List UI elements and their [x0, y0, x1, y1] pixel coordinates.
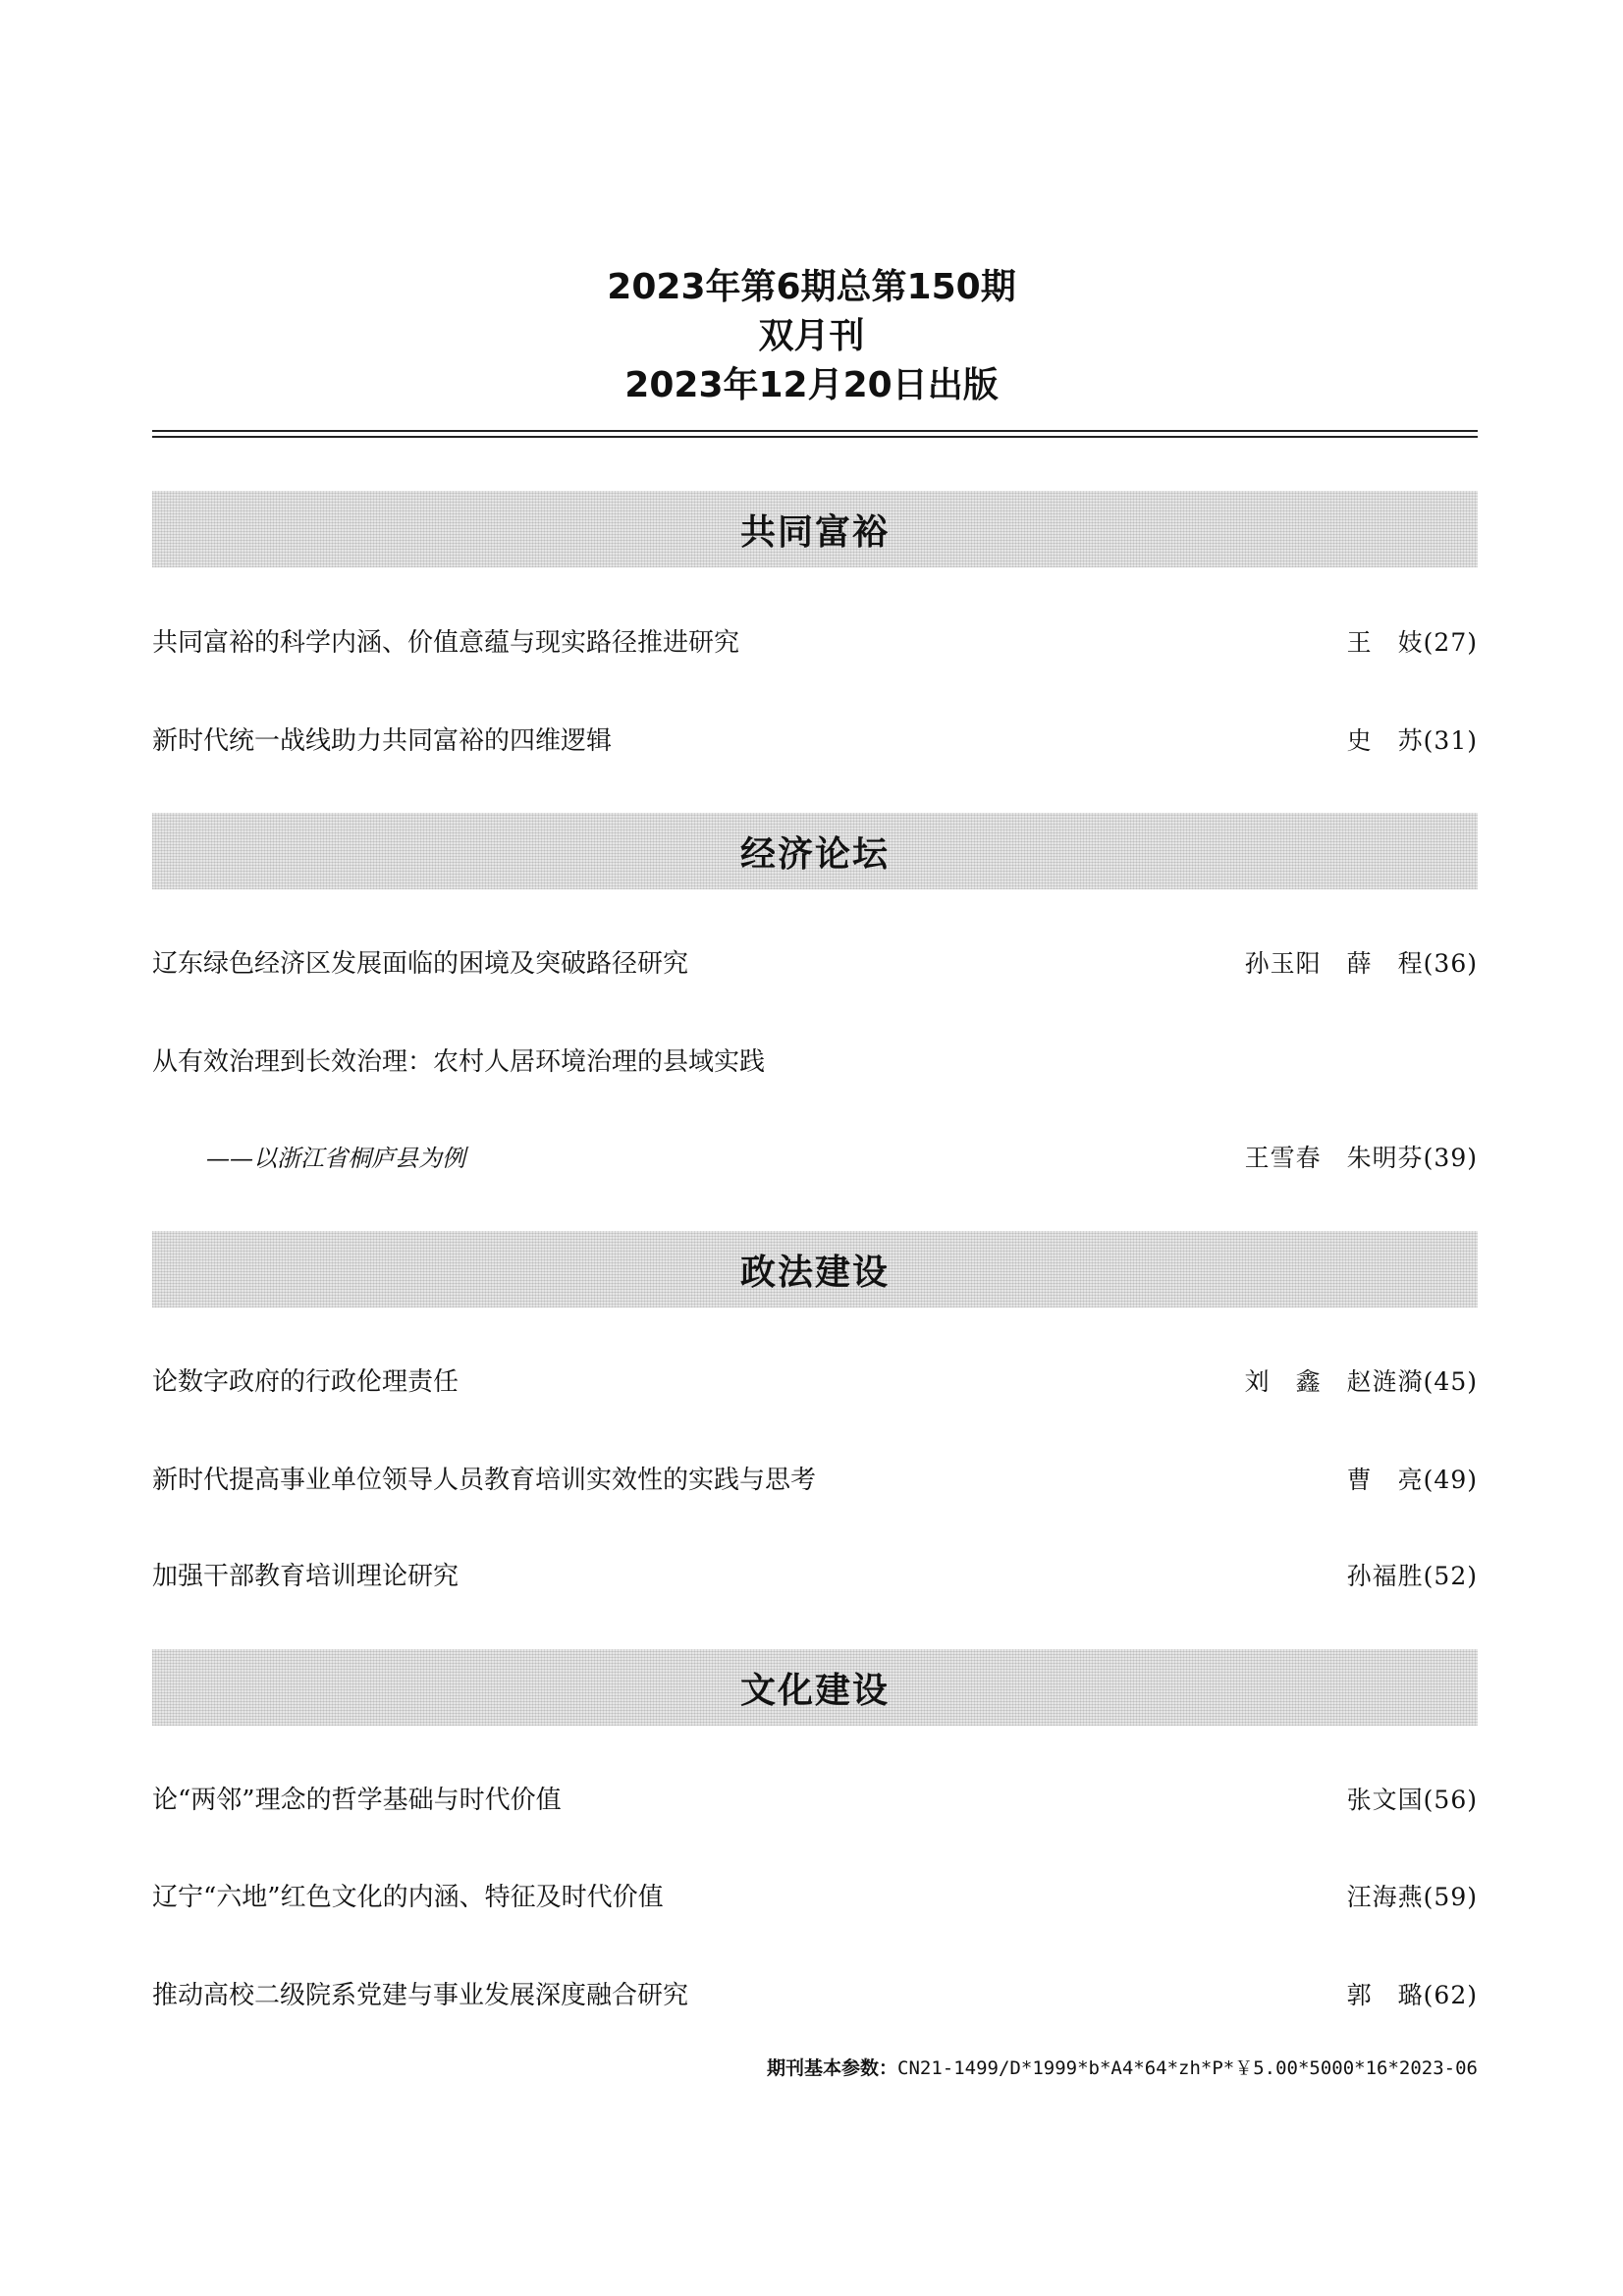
article-author-page: 王雪春 朱明芬(39): [1244, 1144, 1478, 1172]
article-author-page: 曹 亮(49): [1346, 1466, 1478, 1494]
article-title[interactable]: 新时代统一战线助力共同富裕的四维逻辑: [152, 726, 613, 756]
article-title[interactable]: 加强干部教育培训理论研究: [152, 1562, 460, 1591]
article-subtitle[interactable]: ——以浙江省桐庐县为例: [206, 1145, 465, 1172]
article-title[interactable]: 新时代提高事业单位领导人员教育培训实效性的实践与思考: [152, 1466, 817, 1495]
section-band: [152, 813, 1478, 889]
toc-entry[interactable]: [152, 1557, 1478, 1596]
toc-entry[interactable]: [152, 1976, 1478, 2015]
header-rule-bottom: [152, 436, 1478, 438]
article-title[interactable]: 共同富裕的科学内涵、价值意蕴与现实路径推进研究: [152, 628, 740, 658]
toc-entry-subtitle[interactable]: [152, 1139, 1478, 1178]
article-title[interactable]: 推动高校二级院系党建与事业发展深度融合研究: [152, 1981, 689, 2010]
section-band: [152, 491, 1478, 567]
article-title[interactable]: 辽东绿色经济区发展面临的困境及突破路径研究: [152, 949, 689, 979]
toc-entry[interactable]: [152, 1461, 1478, 1500]
section-band: [152, 1231, 1478, 1308]
article-title[interactable]: 论“两邻”理念的哲学基础与时代价值: [152, 1786, 562, 1815]
section-title: 共同富裕: [739, 511, 890, 553]
section-title: 政法建设: [739, 1252, 890, 1293]
toc-entry[interactable]: [152, 944, 1478, 984]
toc-entry[interactable]: [152, 721, 1478, 761]
article-author-page: 史 苏(31): [1346, 726, 1478, 755]
toc-entry[interactable]: [152, 1781, 1478, 1820]
frequency: 双月刊: [758, 316, 865, 356]
toc-entry[interactable]: [152, 1878, 1478, 1917]
article-author-page: 孙福胜(52): [1346, 1562, 1478, 1590]
article-author-page: 汪海燕(59): [1346, 1883, 1478, 1911]
article-author-page: 郭 璐(62): [1346, 1981, 1478, 2009]
header-rule-top: [152, 430, 1478, 432]
toc-entry[interactable]: [152, 623, 1478, 663]
article-title[interactable]: 论数字政府的行政伦理责任: [152, 1367, 460, 1397]
section-band: [152, 1649, 1478, 1726]
toc-entry[interactable]: [152, 1362, 1478, 1402]
section-title: 经济论坛: [739, 833, 890, 875]
article-author-page: 王 妓(27): [1346, 628, 1478, 657]
issue-header: [0, 263, 1623, 410]
article-author-page: 孙玉阳 薛 程(36): [1244, 949, 1478, 978]
article-author-page: 张文国(56): [1346, 1786, 1478, 1814]
parameters-label: 期刊基本参数：: [767, 2057, 898, 2079]
issue-line: 2023年第6期总第150期: [607, 267, 1016, 307]
article-title[interactable]: 从有效治理到长效治理：农村人居环境治理的县域实践: [152, 1047, 766, 1077]
publish-date: 2023年12月20日出版: [624, 365, 999, 405]
article-author-page: 刘 鑫 赵涟漪(45): [1244, 1367, 1478, 1396]
article-title[interactable]: 辽宁“六地”红色文化的内涵、特征及时代价值: [152, 1883, 664, 1912]
section-title: 文化建设: [739, 1670, 890, 1711]
parameters-value: CN21-1499/D*1999*b*A4*64*zh*P*￥5.00*5000*16*2023-06: [897, 2057, 1478, 2079]
toc-entry[interactable]: [152, 1042, 1478, 1082]
journal-parameters: [152, 2054, 1478, 2083]
